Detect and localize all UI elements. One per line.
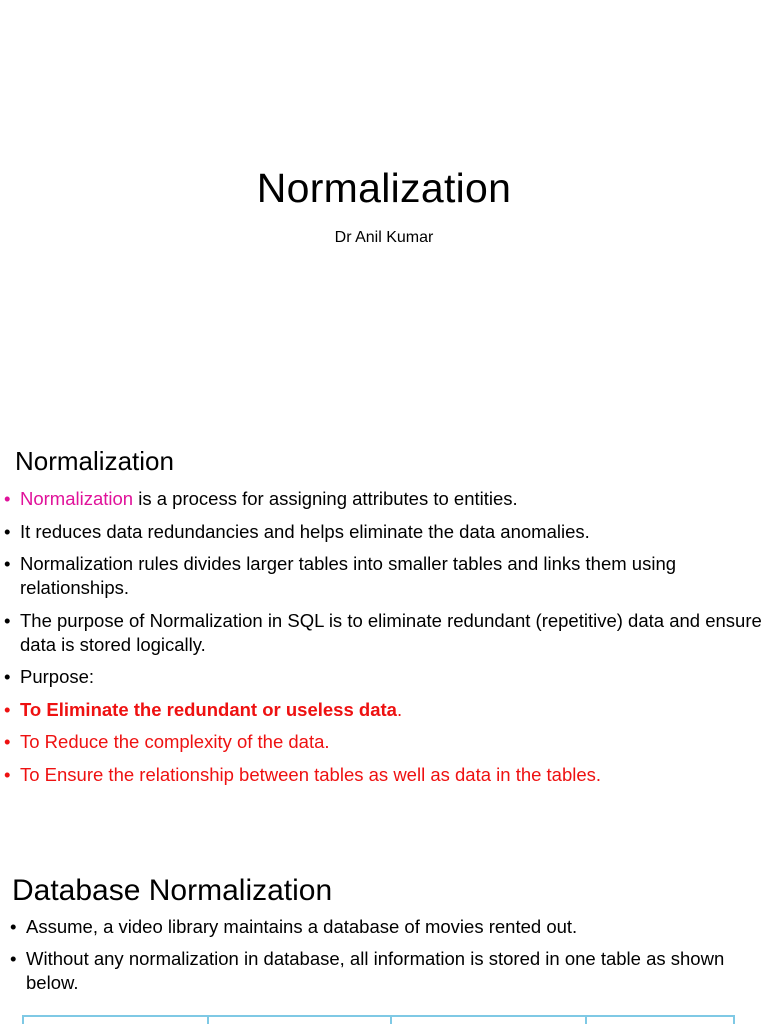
highlighted-term: Normalization xyxy=(20,488,134,509)
database-normalization-slide xyxy=(0,860,768,1024)
table-column-divider xyxy=(207,1017,209,1024)
bullet-text: Purpose: xyxy=(20,666,95,687)
bullet-marker: • xyxy=(4,553,11,574)
bullet-list xyxy=(4,487,764,795)
bullet-text: It reduces data redundancies and helps eliminate the data anomalies. xyxy=(20,520,590,542)
bullet-marker: • xyxy=(4,698,11,720)
bullet-eliminate xyxy=(4,698,764,722)
table-column-divider xyxy=(585,1017,587,1024)
bullet-text: . xyxy=(396,698,403,720)
bullet-text: Normalization rules divides larger tables into smaller tables and links them using relationships. xyxy=(20,553,677,598)
slide-heading: Database Normalization xyxy=(12,874,333,907)
bullet-marker: • xyxy=(4,488,11,509)
bullet-definition xyxy=(4,487,764,511)
bullet-marker: • xyxy=(10,948,17,969)
slide-title: Normalization xyxy=(256,165,512,211)
bullet-marker: • xyxy=(4,520,11,542)
bullet-ensure xyxy=(4,763,764,787)
title-slide xyxy=(0,0,768,420)
bullet-marker: • xyxy=(4,666,11,687)
bullet-purpose-label xyxy=(4,665,764,689)
bullet-marker: • xyxy=(4,763,11,785)
bullet-list xyxy=(10,915,760,1003)
table-column-divider xyxy=(390,1017,392,1024)
bullet-rules xyxy=(4,552,764,600)
bullet-redundancy xyxy=(4,520,764,544)
author-name: Dr Anil Kumar xyxy=(334,229,434,246)
bullet-reduce xyxy=(4,730,764,754)
bullet-text: The purpose of Normalization in SQL is to eliminate redundant (repetitive) data and ensure data is stored logically. xyxy=(20,609,762,655)
bullet-marker: • xyxy=(4,609,11,631)
bullet-marker: • xyxy=(4,731,11,752)
bullet-text: To Ensure the relationship between tables as well as data in the tables. xyxy=(20,763,602,785)
slide-heading: Normalization xyxy=(15,446,174,476)
bullet-text-bold: To Eliminate the redundant or useless data xyxy=(20,698,397,720)
bullet-text: Assume, a video library maintains a database of movies rented out. xyxy=(26,916,578,937)
bullet-purpose-sql xyxy=(4,609,764,657)
bullet-text: Without any normalization in database, all information is stored in one table as shown below. xyxy=(26,948,725,993)
bullet-one-table xyxy=(10,947,760,995)
normalization-slide xyxy=(0,440,768,820)
bullet-text: To Reduce the complexity of the data. xyxy=(20,731,330,752)
bullet-marker: • xyxy=(10,916,17,937)
bullet-text: is a process for assigning attributes to entities. xyxy=(133,488,518,509)
bullet-video-library xyxy=(10,915,760,939)
table-top-edge xyxy=(22,1015,735,1024)
